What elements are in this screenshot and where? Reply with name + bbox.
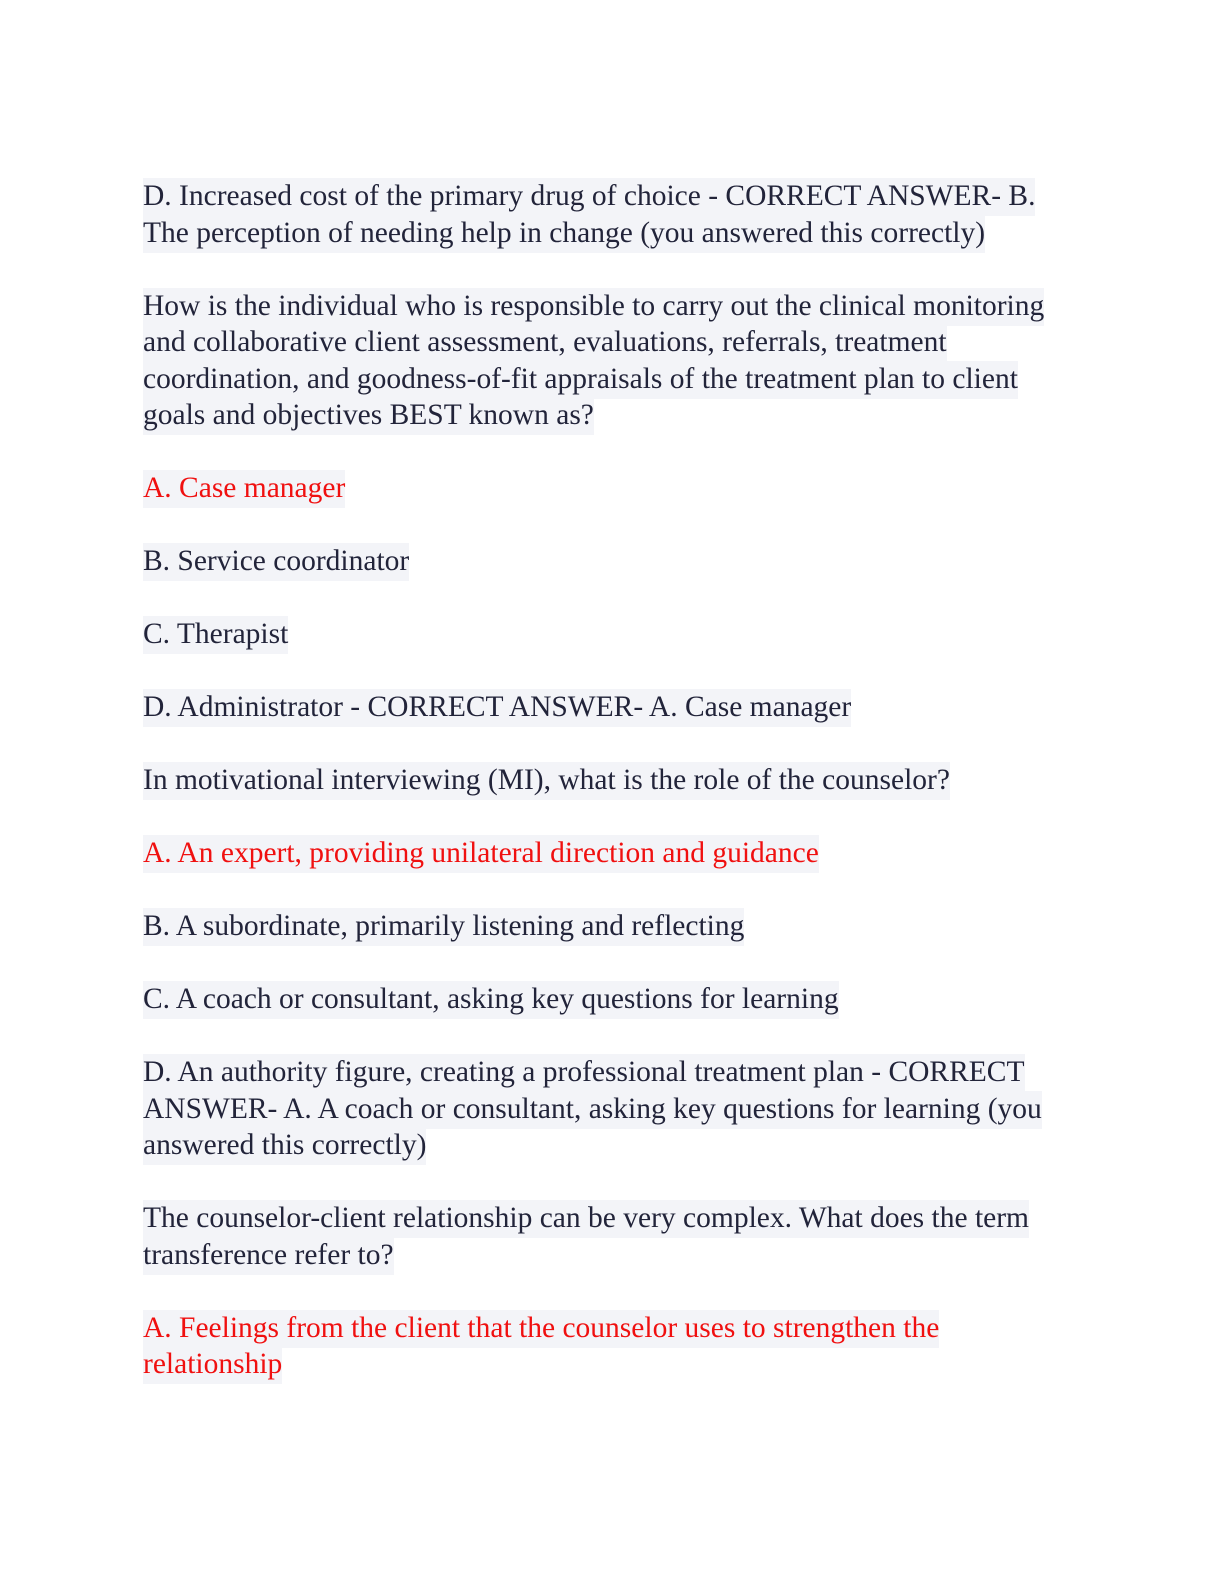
document-page: [143, 178, 1083, 1419]
option-c: [143, 616, 1083, 653]
option-d-with-answer: [143, 689, 1083, 726]
option-text: A. Feelings from the client that the counselor uses to strengthen the relationship: [143, 1310, 939, 1385]
question-text: In motivational interviewing (MI), what is the role of the counselor?: [143, 762, 950, 800]
option-text: B. Service coordinator: [143, 543, 409, 581]
option-b: [143, 543, 1083, 580]
option-a-highlighted: [143, 1310, 1083, 1383]
option-text: D. Administrator - CORRECT ANSWER- A. Case manager: [143, 689, 851, 727]
option-text: D. An authority figure, creating a professional treatment plan - CORRECT ANSWER- A. A coach or consultant, asking key questions for learning (you answered this correctly): [143, 1054, 1042, 1165]
option-a-highlighted: [143, 835, 1083, 872]
question-case-manager: [143, 288, 1083, 434]
question-text: How is the individual who is responsible to carry out the clinical monitoring and collaborative client assessment, evaluations, referrals, treatment coordination, and goodness-of-fit appraisals of the treatment plan to client goals and objectives BEST known as?: [143, 288, 1044, 436]
option-d-with-answer: [143, 1054, 1083, 1164]
option-text: B. A subordinate, primarily listening and reflecting: [143, 908, 744, 946]
option-text: C. A coach or consultant, asking key questions for learning: [143, 981, 839, 1019]
question-transference: [143, 1200, 1083, 1273]
question-motivational-interviewing: [143, 762, 1083, 799]
option-c: [143, 981, 1083, 1018]
option-text: A. An expert, providing unilateral direction and guidance: [143, 835, 819, 873]
option-a-highlighted: [143, 470, 1083, 507]
option-b: [143, 908, 1083, 945]
question-text: The counselor-client relationship can be very complex. What does the term transference refer to?: [143, 1200, 1029, 1275]
option-text: A. Case manager: [143, 470, 345, 508]
previous-answer-text: D. Increased cost of the primary drug of choice - CORRECT ANSWER- B. The perception of needing help in change (you answered this correctly): [143, 178, 1035, 253]
previous-answer-paragraph: [143, 178, 1083, 251]
option-text: C. Therapist: [143, 616, 288, 654]
